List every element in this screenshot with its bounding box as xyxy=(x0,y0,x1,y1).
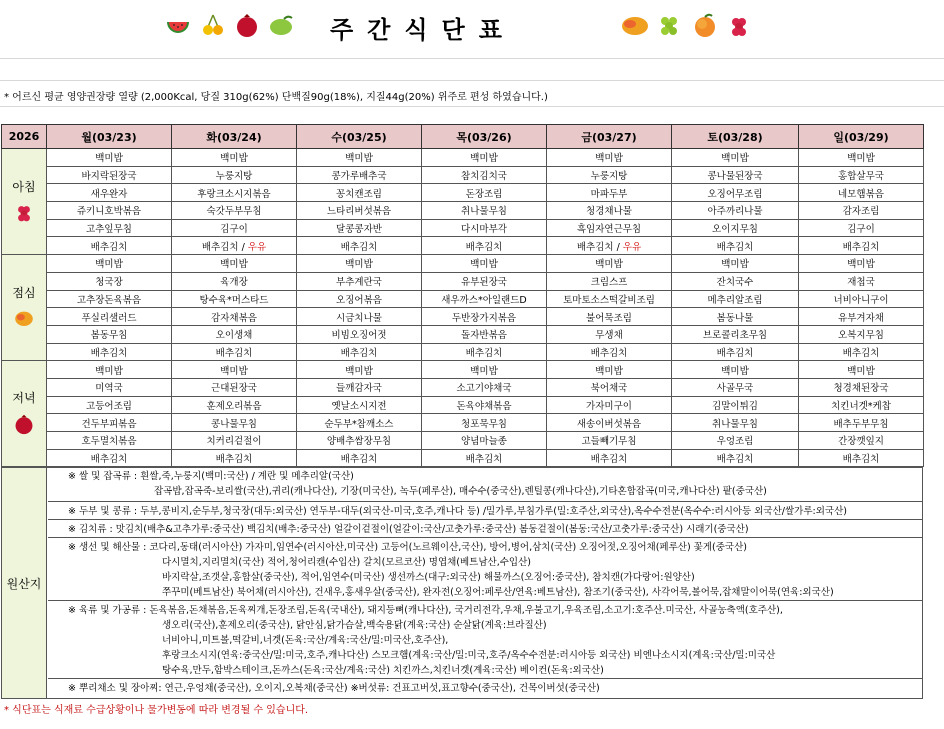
menu-cell: 느타리버섯볶음 xyxy=(297,202,422,220)
menu-cell: 가자미구이 xyxy=(547,396,672,414)
menu-cell: 배추김치 xyxy=(297,343,422,361)
menu-cell: 백미밥 xyxy=(547,149,672,167)
origin-line: 바지락살,조갯살,홍합살(중국산), 적어,임연수(미국산) 생선까스(대구:외국산) 해물까스(오징어:중국산), 참치캔(가다랑어:원양산) xyxy=(162,572,695,583)
origin-line: ※ 생선 및 해산물 : 코다리,동태(러시아산) 가자미,임연수(러시아산,미국산) 고등어(노르웨이산,국산), 방어,병어,삼치(국산) 오징어젓,오징어채(페루산) 꽃게(중국산) xyxy=(68,542,747,553)
menu-cell: 토마토소스떡갈비조림 xyxy=(547,290,672,308)
menu-cell: 백미밥 xyxy=(297,149,422,167)
menu-cell: 꽁치캔조림 xyxy=(297,184,422,202)
menu-cell: 배추김치 xyxy=(547,343,672,361)
menu-cell: 봄동무침 xyxy=(47,325,172,343)
menu-cell: 김구이 xyxy=(172,219,297,237)
menu-cell: 백미밥 xyxy=(172,255,297,273)
menu-cell: 돈육야채볶음 xyxy=(422,396,547,414)
menu-cell: 고등어조림 xyxy=(47,396,172,414)
menu-cell: 배추두부무침 xyxy=(799,414,924,432)
page-title: 주간식단표 xyxy=(330,16,516,44)
lime-icon xyxy=(268,12,294,38)
origin-line: 너비아니,미트볼,떡갈비,너겟(돈육:국산/계육:국산/밀:미국산,호주산), xyxy=(162,635,449,646)
menu-cell: 백미밥 xyxy=(297,361,422,379)
origin-section xyxy=(1,467,923,699)
menu-cell: 재첩국 xyxy=(799,272,924,290)
menu-cell: 김말이튀김 xyxy=(672,396,799,414)
menu-row xyxy=(2,308,924,326)
menu-cell: 북어채국 xyxy=(547,378,672,396)
menu-cell: 고들빼기무침 xyxy=(547,432,672,450)
menu-cell: 김구이 xyxy=(799,219,924,237)
menu-cell: 순두부*참깨소스 xyxy=(297,414,422,432)
origin-line: 탕수육,만두,함박스테이크,돈까스(돈육:국산/계육:국산) 치킨까스,치킨너겟(계육:국산) 베이컨(돈육:외국산) xyxy=(162,665,604,676)
origin-line: ※ 김치류 : 맛김치(배추&고추가루:중국산) 백김치(배추:중국산) 얼갈이겉절이(얼갈이:국산/고춧가루:중국산) 봄동겉절이(봄동:국산/고춧가루:중국산) 시래기(중국산) xyxy=(68,524,749,535)
menu-cell: 청포묵무침 xyxy=(422,414,547,432)
menu-cell: 누룽지탕 xyxy=(547,166,672,184)
menu-cell: 배추김치 xyxy=(799,343,924,361)
peach-icon xyxy=(692,12,718,38)
origin-separator xyxy=(48,501,922,502)
meal-label xyxy=(2,149,47,255)
menu-cell: 너비아니구이 xyxy=(799,290,924,308)
day-header: 목(03/26) xyxy=(422,125,547,149)
menu-cell: 다시마부각 xyxy=(422,219,547,237)
menu-cell: 취나물무침 xyxy=(422,202,547,220)
menu-cell: 푸실리샐러드 xyxy=(47,308,172,326)
menu-row xyxy=(2,290,924,308)
menu-cell: 백미밥 xyxy=(172,361,297,379)
menu-cell: 백미밥 xyxy=(422,361,547,379)
origin-label: 원산지 xyxy=(2,468,47,698)
menu-cell: 육개장 xyxy=(172,272,297,290)
raspberry-icon xyxy=(13,212,35,226)
menu-cell: 미역국 xyxy=(47,378,172,396)
menu-row xyxy=(2,149,924,167)
menu-cell: 크림스프 xyxy=(547,272,672,290)
menu-cell: 백미밥 xyxy=(672,149,799,167)
menu-cell: 백미밥 xyxy=(547,361,672,379)
menu-cell: 고추잎무침 xyxy=(47,219,172,237)
menu-cell: 마파두부 xyxy=(547,184,672,202)
menu-cell: 백미밥 xyxy=(672,361,799,379)
grid-line xyxy=(0,80,944,81)
menu-cell: 메추리알조림 xyxy=(672,290,799,308)
menu-cell: 호두멸치볶음 xyxy=(47,432,172,450)
menu-cell: 참치김치국 xyxy=(422,166,547,184)
day-header: 수(03/25) xyxy=(297,125,422,149)
menu-row xyxy=(2,184,924,202)
menu-cell: 두반장가지볶음 xyxy=(422,308,547,326)
menu-cell: 백미밥 xyxy=(47,361,172,379)
menu-cell: 바지락된장국 xyxy=(47,166,172,184)
menu-cell: 부추계란국 xyxy=(297,272,422,290)
menu-cell: 백미밥 xyxy=(799,361,924,379)
mango-icon xyxy=(12,318,36,332)
menu-cell: 간장깻잎지 xyxy=(799,432,924,450)
menu-cell: 백미밥 xyxy=(422,255,547,273)
menu-cell: 배추김치 xyxy=(672,449,799,467)
menu-row xyxy=(2,325,924,343)
menu-cell: 배추김치 xyxy=(172,449,297,467)
menu-cell: 배추김치 xyxy=(422,449,547,467)
grid-line xyxy=(0,106,944,107)
menu-cell: 비빔오징어젓 xyxy=(297,325,422,343)
menu-cell: 백미밥 xyxy=(672,255,799,273)
origin-separator xyxy=(48,678,922,679)
menu-cell: 들깨감자국 xyxy=(297,378,422,396)
menu-row xyxy=(2,219,924,237)
menu-row xyxy=(2,255,924,273)
menu-cell: 배추김치 xyxy=(672,237,799,255)
menu-cell: 홍합살무국 xyxy=(799,166,924,184)
menu-cell: 불어묵조림 xyxy=(547,308,672,326)
menu-cell: 백미밥 xyxy=(547,255,672,273)
menu-cell: 돈장조림 xyxy=(422,184,547,202)
menu-cell: 건두부피볶음 xyxy=(47,414,172,432)
menu-cell: 백미밥 xyxy=(799,255,924,273)
menu-cell: 배추김치 xyxy=(547,449,672,467)
menu-cell: 치킨너겟*케찹 xyxy=(799,396,924,414)
menu-cell: 배추김치 xyxy=(799,449,924,467)
meal-name: 아침 xyxy=(12,179,36,194)
origin-line: 후랑크소시지(연육:중국산/밀:미국,호주,캐나다산) 스모크햄(계육:국산/밀:미국,호주/옥수수전분:러시아등 외국산) 비엔나소시지(계육:국산/밀:미국산 xyxy=(162,650,776,661)
menu-cell: 쥬키니호박볶음 xyxy=(47,202,172,220)
menu-row xyxy=(2,396,924,414)
day-header: 토(03/28) xyxy=(672,125,799,149)
menu-cell: 옛날소시지전 xyxy=(297,396,422,414)
menu-cell: 돌자반볶음 xyxy=(422,325,547,343)
raspberry-icon xyxy=(726,12,752,38)
menu-cell: 백미밥 xyxy=(799,149,924,167)
menu-cell: 백미밥 xyxy=(297,255,422,273)
origin-line: ※ 쌀 및 잡곡류 : 흰쌀,죽,누룽지(백미:국산) / 계란 및 메추리알(국산) xyxy=(68,471,354,482)
origin-separator xyxy=(48,537,922,538)
menu-cell: 새우까스*아일랜드D xyxy=(422,290,547,308)
menu-cell: 청국장 xyxy=(47,272,172,290)
menu-cell: 양념마늘종 xyxy=(422,432,547,450)
menu-cell: 시금치나물 xyxy=(297,308,422,326)
meal-name: 저녁 xyxy=(12,390,36,405)
day-header: 화(03/24) xyxy=(172,125,297,149)
origin-line: 잡곡밥,잡곡죽-보리쌀(국산),귀리(캐나다산), 기장(미국산), 녹두(페루산), 매수수(중국산),렌틸콩(캐나다산),기타혼합잡곡(미국,캐나다산) 팥(중국산) xyxy=(154,486,767,497)
footer-note: * 식단표는 식재료 수급상황이나 물가변동에 따라 변경될 수 있습니다. xyxy=(4,705,309,716)
menu-table xyxy=(1,124,924,467)
menu-cell: 백미밥 xyxy=(172,149,297,167)
menu-cell: 백미밥 xyxy=(422,149,547,167)
menu-row xyxy=(2,449,924,467)
menu-cell: 오징어무조림 xyxy=(672,184,799,202)
menu-cell: 콩나물된장국 xyxy=(672,166,799,184)
menu-row xyxy=(2,432,924,450)
menu-cell: 새송이버섯볶음 xyxy=(547,414,672,432)
menu-cell: 오이지무침 xyxy=(672,219,799,237)
menu-cell: 사골무국 xyxy=(672,378,799,396)
origin-line: 쭈꾸미(베트남산) 북어채(러시아산), 건새우,홍새우살(중국산), 완자전(오징어:페루산/연육:베트남산), 참조기(중국산), 사각어묵,볼어묵,잡채말이어묵(연육:외국산) xyxy=(162,587,834,598)
menu-cell: 숙갓두부무침 xyxy=(172,202,297,220)
year-header: 2026 xyxy=(2,125,47,149)
cherry-icon xyxy=(200,12,226,38)
menu-cell: 아주까리나물 xyxy=(672,202,799,220)
pomegranate-icon xyxy=(13,425,35,439)
menu-cell: 취나물무침 xyxy=(672,414,799,432)
meal-label xyxy=(2,361,47,467)
menu-cell: 치커리겉절이 xyxy=(172,432,297,450)
grid-line xyxy=(0,58,944,59)
header-row xyxy=(2,125,924,149)
menu-cell: 배추김치 / 우유 xyxy=(172,237,297,255)
menu-cell: 청경채나물 xyxy=(547,202,672,220)
menu-row xyxy=(2,378,924,396)
pomegranate-icon xyxy=(234,12,260,38)
origin-separator xyxy=(48,600,922,601)
menu-cell: 근대된장국 xyxy=(172,378,297,396)
menu-cell: 흑임자연근무침 xyxy=(547,219,672,237)
watermelon-icon xyxy=(165,12,191,38)
menu-cell: 오복지무침 xyxy=(799,325,924,343)
menu-cell: 네모햄볶음 xyxy=(799,184,924,202)
menu-cell: 우엉조림 xyxy=(672,432,799,450)
menu-cell: 소고기야채국 xyxy=(422,378,547,396)
origin-line: ※ 육류 및 가공류 : 돈육볶음,돈채볶음,돈육찌개,돈장조림,돈육(국내산), 돼지등뼈(캐나다산), 국거리전각,우채,우불고기,우육조림,소고기:호주산.미국산, 사골농축액(호주산), xyxy=(68,605,783,616)
meal-label xyxy=(2,255,47,361)
menu-row xyxy=(2,343,924,361)
menu-row xyxy=(2,272,924,290)
nutrition-note: * 어르신 평균 영양권장량 열량 (2,000Kcal, 당질 310g(62%) 단백질90g(18%), 지질44g(20%) 위주로 편성 하였습니다.) xyxy=(4,92,548,103)
menu-row xyxy=(2,166,924,184)
meal-name: 점심 xyxy=(12,285,36,300)
menu-cell: 봄동나물 xyxy=(672,308,799,326)
menu-cell: 배추김치 / 우유 xyxy=(547,237,672,255)
menu-cell: 양배추쌈장무침 xyxy=(297,432,422,450)
origin-line: 생오리(국산),훈제오리(중국산), 닭안심,닭가슴살,백숙용닭(계육:국산) 순살닭(계육:브라질산) xyxy=(162,620,547,631)
menu-cell: 콩가루배추국 xyxy=(297,166,422,184)
menu-cell: 배추김치 xyxy=(799,237,924,255)
origin-line: ※ 뿌리채소 및 장아찌: 연근,우엉채(중국산), 오이지,오복채(중국산) ※버섯류: 건표고버섯,표고향수(중국산), 건목이버섯(중국산) xyxy=(68,683,600,694)
origin-line: ※ 두부 및 콩류 : 두부,콩비지,순두부,청국장(대두:외국산) 연두부-대두(외국산-미국,호주,캐나다 등) /밀가루,부침가루(밀:호주산,외국산),옥수수전분(옥수수:러시아등 외국산/쌀가루:외국산) xyxy=(68,506,847,517)
menu-cell: 무생채 xyxy=(547,325,672,343)
menu-row xyxy=(2,361,924,379)
menu-cell: 백미밥 xyxy=(47,255,172,273)
menu-cell: 브로콜리초무침 xyxy=(672,325,799,343)
menu-cell: 감자조림 xyxy=(799,202,924,220)
menu-cell: 배추김치 xyxy=(297,449,422,467)
menu-row xyxy=(2,202,924,220)
menu-cell: 고추장돈육볶음 xyxy=(47,290,172,308)
menu-cell: 배추김치 xyxy=(422,343,547,361)
menu-cell: 후랑크소시지볶음 xyxy=(172,184,297,202)
menu-cell: 배추김치 xyxy=(172,343,297,361)
menu-cell: 오이생채 xyxy=(172,325,297,343)
menu-cell: 유부된장국 xyxy=(422,272,547,290)
menu-cell: 배추김치 xyxy=(672,343,799,361)
menu-cell: 달콩콩자반 xyxy=(297,219,422,237)
menu-row xyxy=(2,414,924,432)
origin-body xyxy=(48,468,922,698)
menu-cell: 배추김치 xyxy=(297,237,422,255)
menu-cell: 감자채볶음 xyxy=(172,308,297,326)
menu-cell: 청경채된장국 xyxy=(799,378,924,396)
day-header: 금(03/27) xyxy=(547,125,672,149)
origin-separator xyxy=(48,519,922,520)
day-header: 월(03/23) xyxy=(47,125,172,149)
menu-cell: 배추김치 xyxy=(47,343,172,361)
menu-cell: 배추김치 xyxy=(47,449,172,467)
menu-cell: 유부겨자채 xyxy=(799,308,924,326)
menu-cell: 탕수육*머스타드 xyxy=(172,290,297,308)
menu-cell: 누룽지탕 xyxy=(172,166,297,184)
menu-cell: 배추김치 xyxy=(47,237,172,255)
menu-cell: 콩나물무침 xyxy=(172,414,297,432)
menu-cell: 훈제오리볶음 xyxy=(172,396,297,414)
menu-cell: 오징어볶음 xyxy=(297,290,422,308)
grapes-icon xyxy=(656,12,682,38)
menu-cell: 배추김치 xyxy=(422,237,547,255)
menu-cell: 백미밥 xyxy=(47,149,172,167)
day-header: 일(03/29) xyxy=(799,125,924,149)
mango-icon xyxy=(620,12,650,38)
menu-row xyxy=(2,237,924,255)
menu-cell: 잔치국수 xyxy=(672,272,799,290)
menu-cell: 새우완자 xyxy=(47,184,172,202)
origin-line: 다시멸치,지리멸치(국산) 적어,청어리캔(수입산) 갈치(모르코산) 명엽채(베트남산,수입산) xyxy=(162,557,531,568)
